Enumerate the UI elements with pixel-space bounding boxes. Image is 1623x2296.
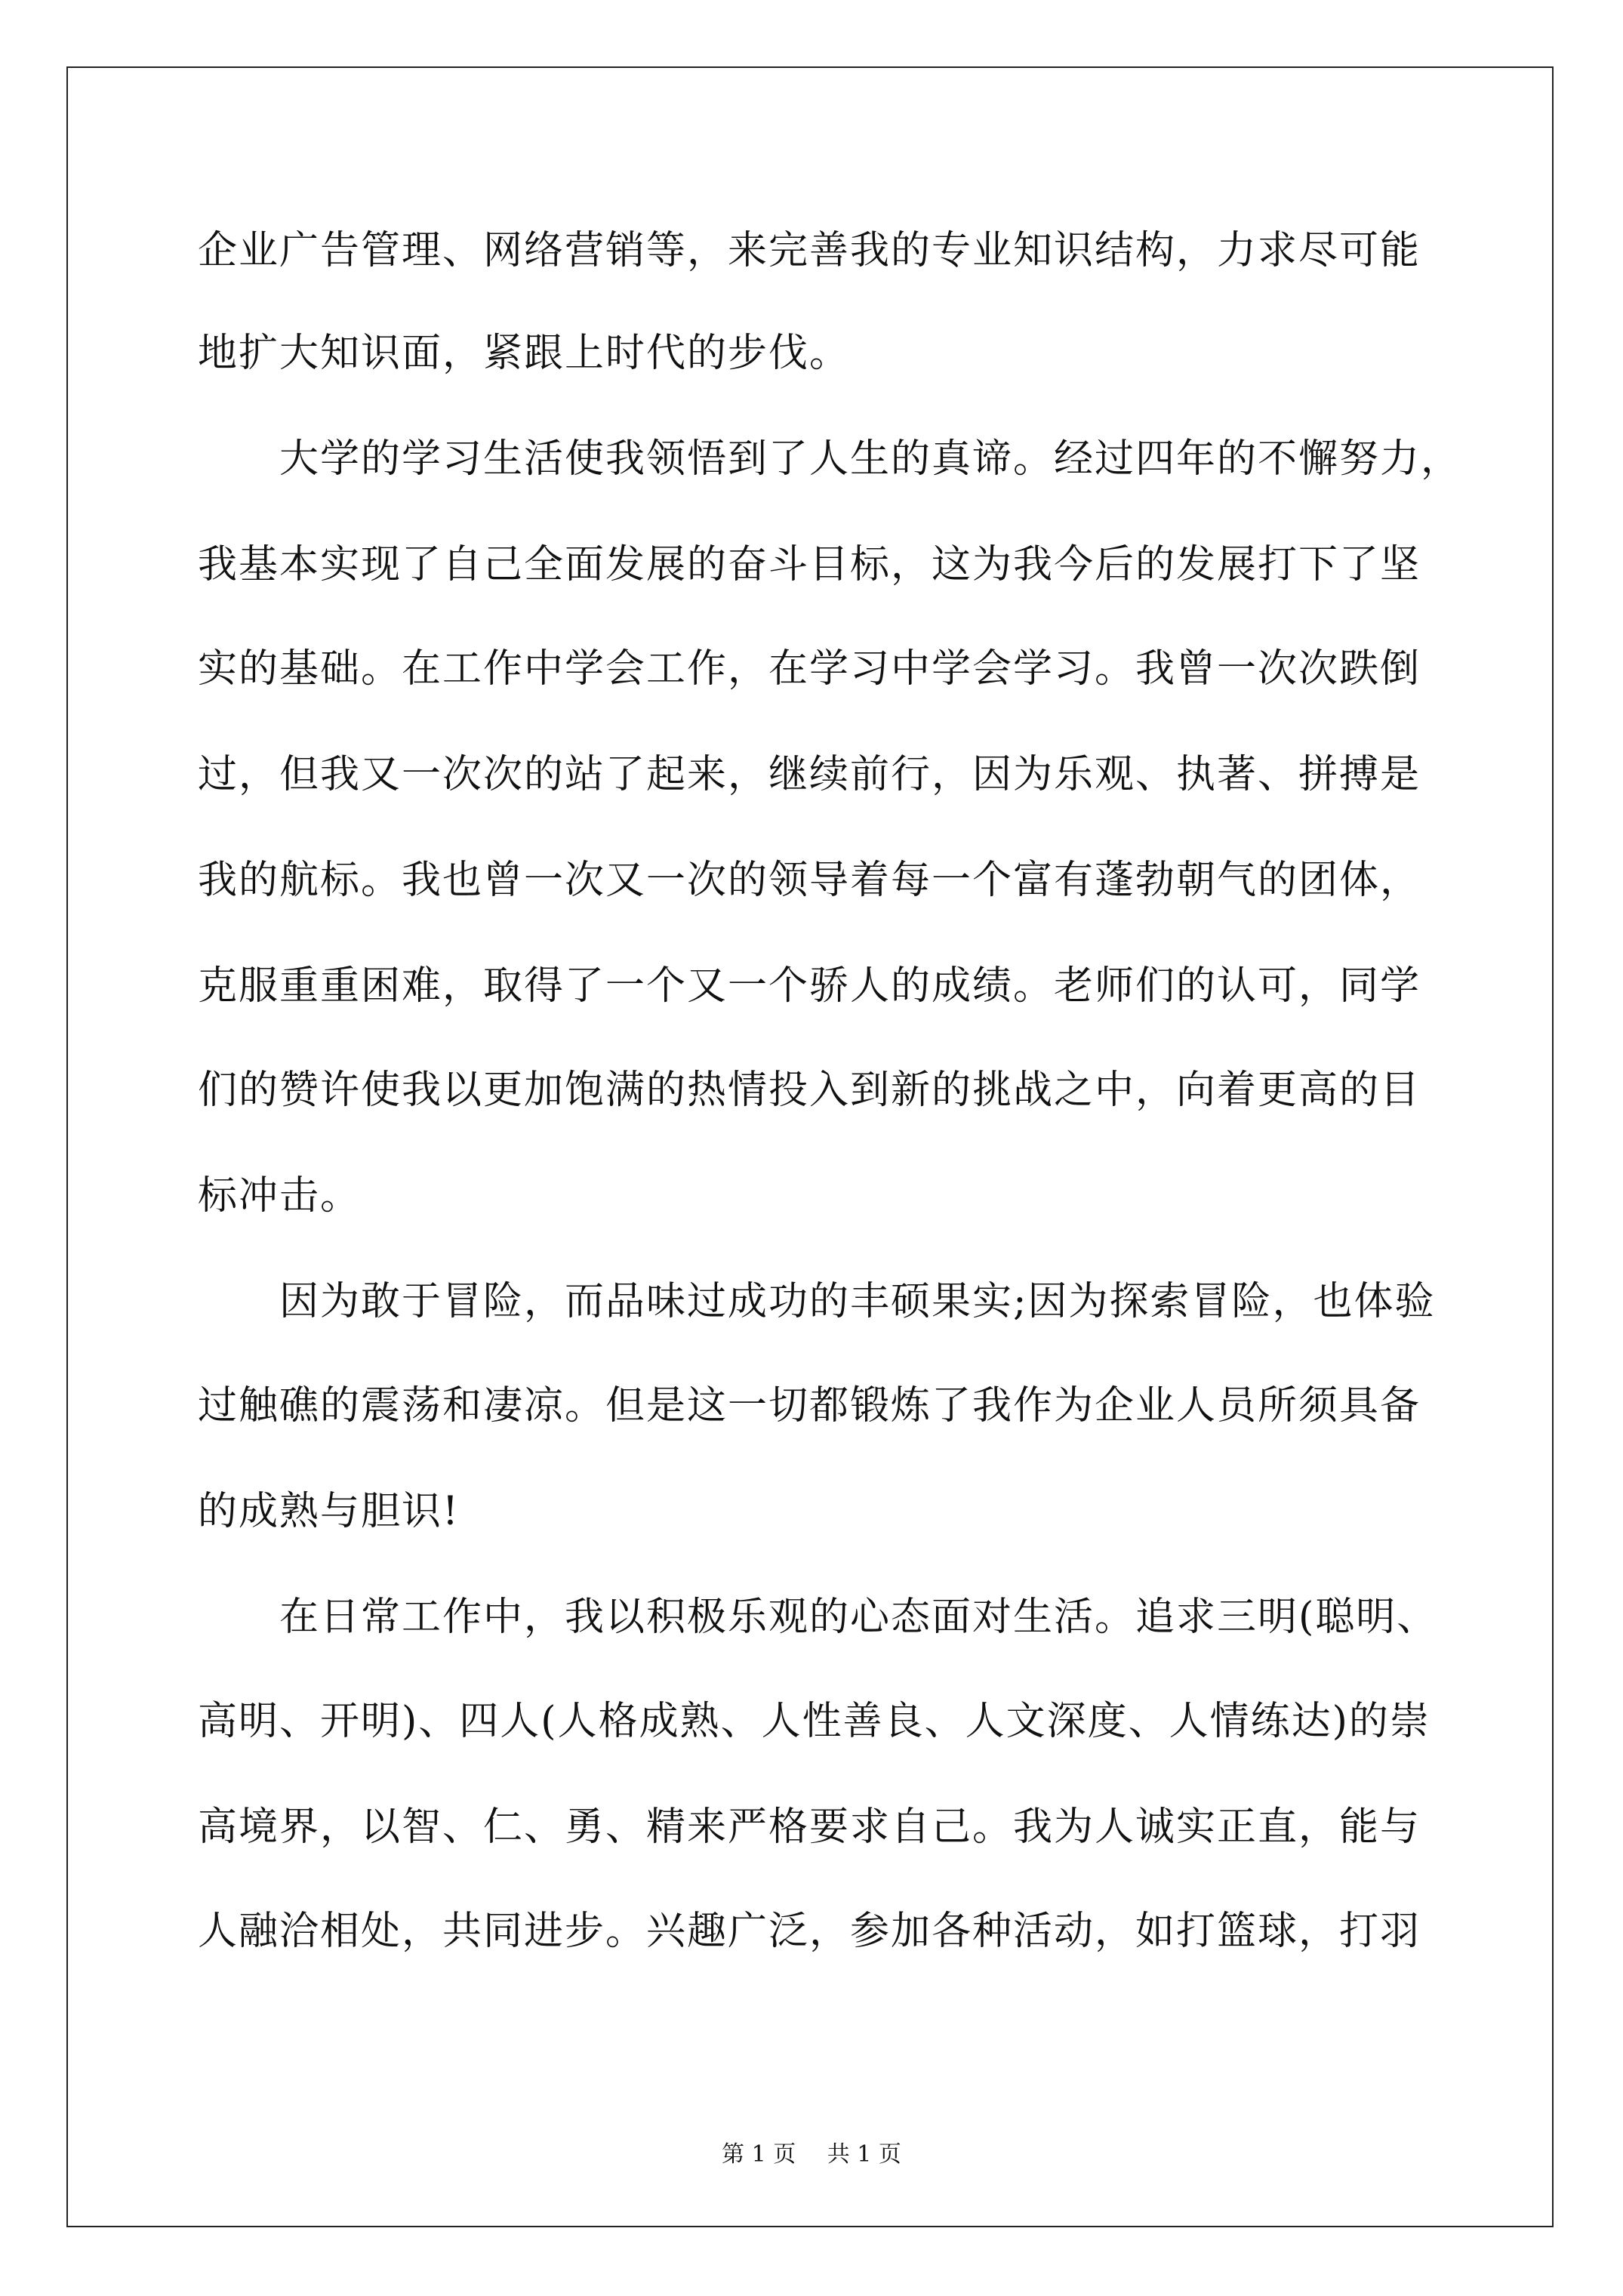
paragraph-start-line: 因为敢于冒险，而品味过成功的丰硕果实;因为探索冒险，也体验 [279, 1279, 1436, 1324]
page-total: 共 1 页 [827, 2141, 901, 2168]
page-border [66, 66, 1554, 2227]
text-line: 实的基础。在工作中学会工作，在学习中学会学习。我曾一次次跌倒 [198, 646, 1421, 692]
text-line: 过，但我又一次次的站了起来，继续前行，因为乐观、执著、拼搏是 [198, 752, 1421, 797]
text-line: 我的航标。我也曾一次又一次的领导着每一个富有蓬勃朝气的团体， [198, 858, 1421, 903]
text-line: 地扩大知识面，紧跟上时代的步伐。 [198, 331, 851, 376]
page-footer [0, 2135, 1623, 2168]
text-line: 高境界，以智、仁、勇、精来严格要求自己。我为人诚实正直，能与 [198, 1804, 1421, 1850]
paragraph-start-line: 大学的学习生活使我领悟到了人生的真谛。经过四年的不懈努力， [279, 436, 1462, 482]
text-line: 高明、开明)、四人(人格成熟、人性善良、人文深度、人情练达)的崇 [198, 1699, 1431, 1744]
page-number: 第 1 页 [722, 2141, 796, 2168]
text-line: 的成熟与胆识! [198, 1489, 460, 1534]
text-line: 过触礁的震荡和凄凉。但是这一切都锻炼了我作为企业人员所须具备 [198, 1383, 1421, 1428]
text-line: 我基本实现了自己全面发展的奋斗目标，这为我今后的发展打下了坚 [198, 542, 1421, 587]
text-line: 企业广告管理、网络营销等，来完善我的专业知识结构，力求尽可能 [198, 228, 1421, 273]
paragraph-start-line: 在日常工作中，我以积极乐观的心态面对生活。追求三明(聪明、 [279, 1595, 1438, 1640]
text-line: 克服重重困难，取得了一个又一个骄人的成绩。老师们的认可，同学 [198, 963, 1421, 1009]
text-line: 们的赞许使我以更加饱满的热情投入到新的挑战之中，向着更高的目 [198, 1068, 1421, 1113]
text-line: 标冲击。 [198, 1173, 362, 1219]
text-line: 人融洽相处，共同进步。兴趣广泛，参加各种活动，如打篮球，打羽 [198, 1909, 1421, 1954]
